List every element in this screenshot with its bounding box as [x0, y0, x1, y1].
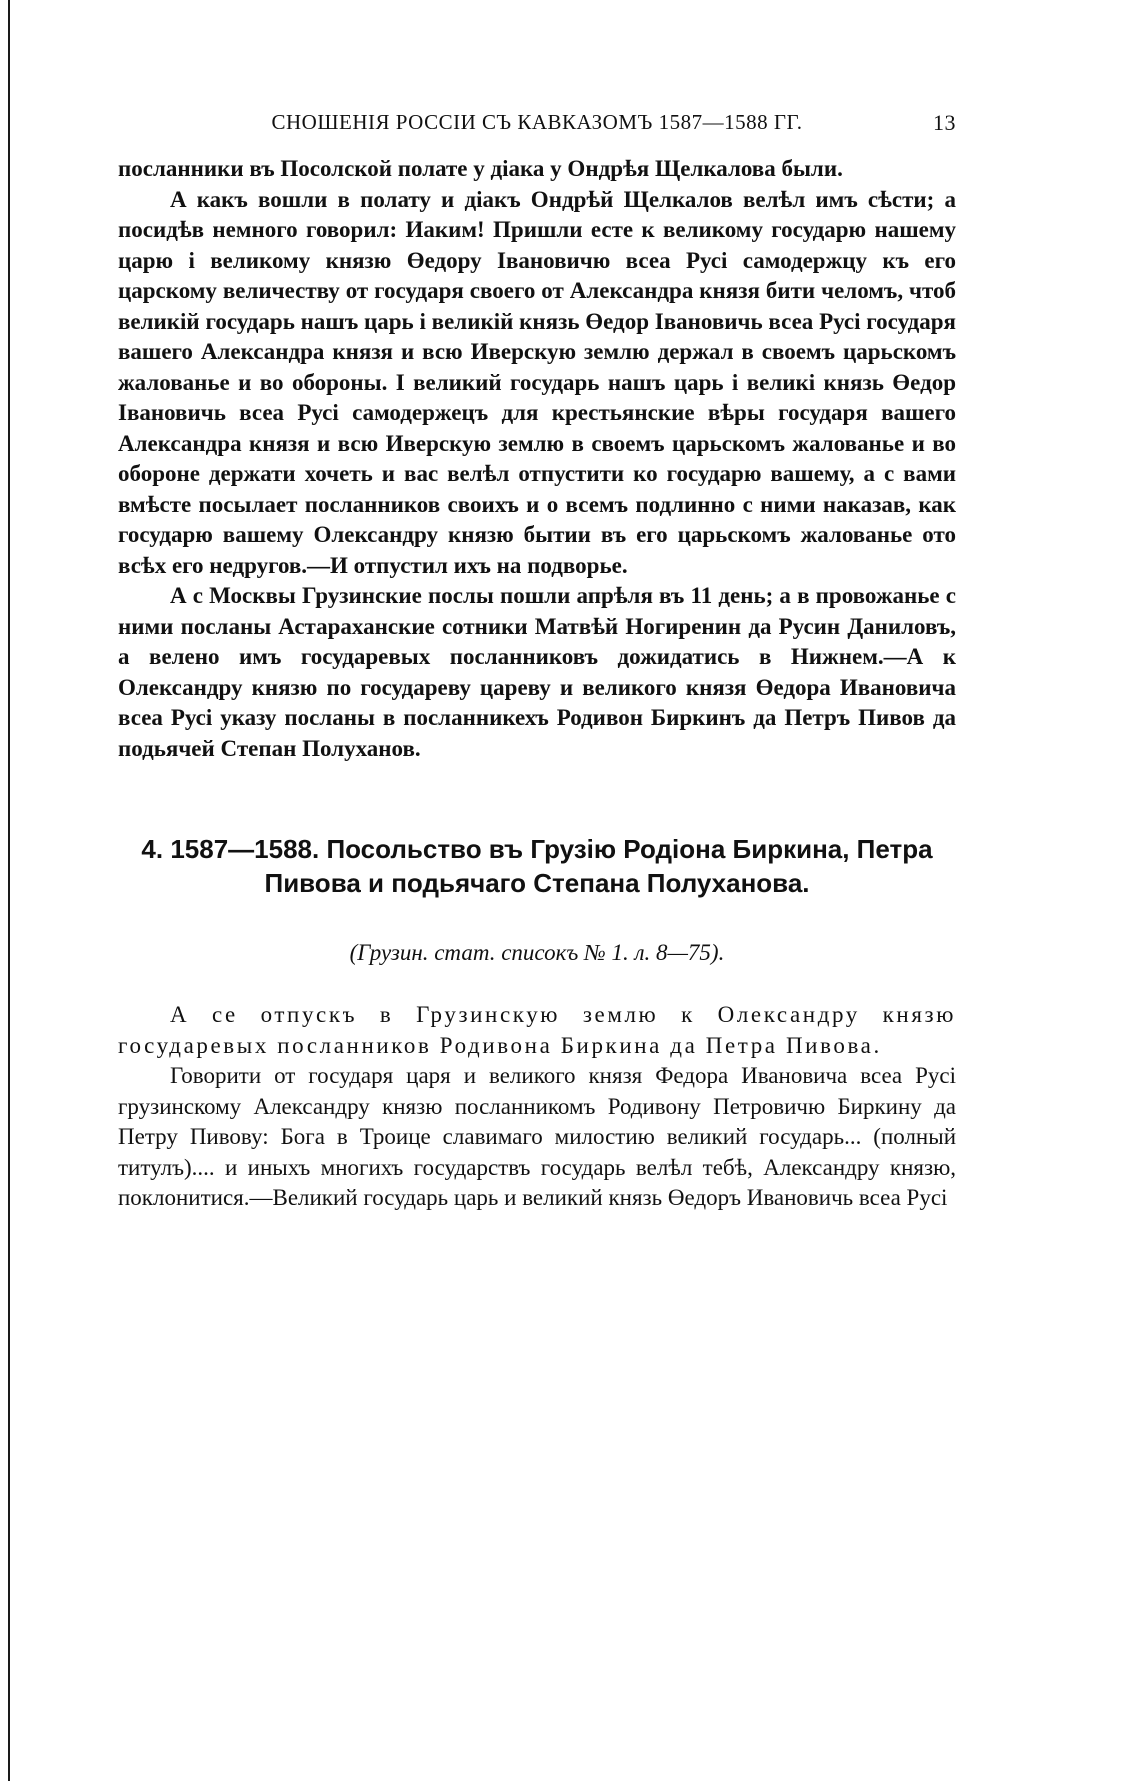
paragraph-audience: А какъ вошли в полату и діакъ Ондрѣй Щелкалов велѣл имъ сѣсти; а посидѣв немного говорил: Иаким! Пришли есте к великому государю нашему царю і великому князю Өедору Івановичю всеа Русі самодержцу къ его царскому величеству от государя своего от Александра князя бити челомъ, чтоб великій государь нашъ царь і великій князь Өедор Івановичь всеа Русі государя вашего Александра князя и всю Иверскую землю держал в своемъ царьскомъ жалованье и во обороны. І великий государь нашъ царь і великі князь Өедор Івановичь всеа Русі самодержецъ для крестьянские вѣры государя вашего Александра князя и всю Иверскую землю в своемъ царьскомъ жалованье и во обороне держати хочеть и вас велѣл отпустити ко государю вашему, а с вами вмѣсте посылает посланников своихъ и о всемъ подлинно с ними наказав, как государю вашему Олександру князю бытии въ его царьскомъ жалованье ото всѣх его недругов.—И отпустил ихъ на подворье.	[118, 186, 956, 578]
paragraph-dispatch-spaced: А се отпускъ в Грузинскую землю к Олександру князю государевых посланников Родивона Биркина да Петра Пивова.	[118, 1002, 956, 1058]
running-header-title: СНОШЕНІЯ РОССІИ СЪ КАВКАЗОМЪ 1587—1588 ГГ.	[271, 110, 803, 134]
section-gap	[118, 764, 956, 832]
page-number: 13	[933, 110, 956, 135]
text-column	[118, 110, 956, 1214]
running-header	[118, 110, 956, 154]
section-heading: 4. 1587—1588. Посольство въ Грузію Родіона Биркина, Петра Пивова и подьячаго Степана Полуханова.	[141, 834, 933, 898]
source-reference: (Грузин. стат. списокъ № 1. л. 8—75).	[349, 940, 725, 965]
paragraph-departure: А с Москвы Грузинские послы пошли апрѣля въ 11 день; а в провожанье с ними посланы Астараханские сотники Матвѣй Ногиренин да Русин Даниловъ, а велено имъ государевых посланниковъ дожидатись в Нижнем.—А к Олександру князю по государеву цареву и великого князя Өедора Ивановича всеа Русі указу посланы в посланникехъ Родивон Биркинъ да Петръ Пивов да подьячей Степан Полуханов.	[118, 583, 956, 761]
paragraph-instructions: Говорити от государя царя и великого князя Федора Ивановича всеа Русі грузинскому Александру князю посланникомъ Родивону Петровичю Биркину да Петру Пивову: Бога в Троице славимаго милостию великий государь... (полный титулъ).... и иныхъ многихъ государствъ государь велѣл тебѣ, Александру князю, поклонитися.—Великий государь царь и великий князь Өедоръ Ивановичь всеа Русі	[118, 1063, 956, 1210]
binding-edge-line	[8, 0, 10, 1781]
paragraph-continuation: посланники въ Посолской полате у діака у Ондрѣя Щелкалова были.	[118, 156, 843, 181]
